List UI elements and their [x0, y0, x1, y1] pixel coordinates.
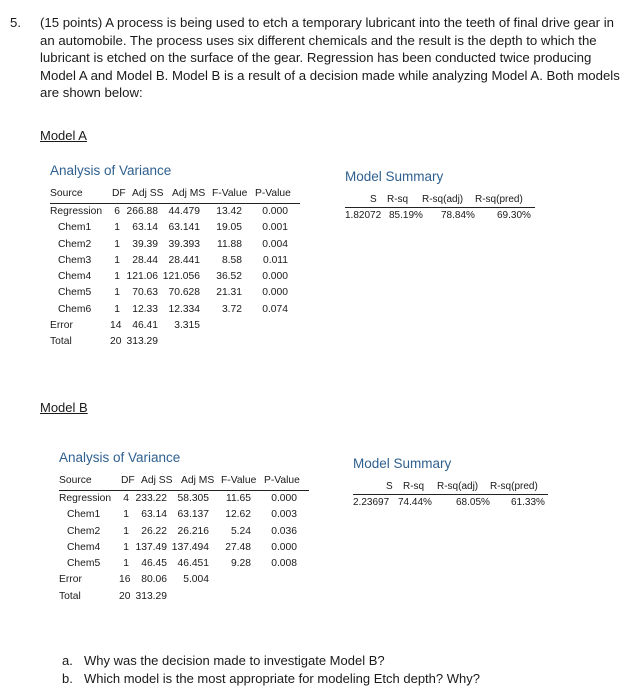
cell-adj-ms: 63.137: [177, 509, 209, 521]
summary-header-rsq-pred: R-sq(pred): [490, 481, 538, 492]
cell-adj-ms: 28.441: [168, 254, 200, 266]
summary-header-rsq: R-sq: [387, 194, 409, 205]
cell-adj-ss: 63.14: [132, 222, 158, 234]
sub-question-text: Which model is the most appropriate for modeling Etch depth? Why?: [84, 671, 480, 686]
header-source: Source: [59, 475, 92, 486]
header-df: DF: [112, 188, 126, 199]
cell-adj-ms: 46.451: [177, 558, 209, 570]
cell-df: 6: [114, 206, 120, 217]
cell-adj-ss: 39.39: [132, 238, 158, 250]
cell-adj-ss: 12.33: [132, 303, 158, 315]
header-p-value: P-Value: [264, 475, 300, 486]
cell-df: 1: [114, 303, 120, 315]
cell-p-value: 0.074: [262, 303, 288, 315]
anova-header-row: [50, 188, 300, 204]
anova-header-row: [59, 475, 309, 491]
summary-header-rsq-adj: R-sq(adj): [437, 481, 479, 492]
cell-adj-ss: 266.88: [126, 206, 158, 217]
model-b-summary-title: Model Summary: [353, 456, 452, 471]
cell-adj-ms: 26.216: [177, 525, 209, 537]
cell-source: Chem4: [58, 271, 92, 283]
cell-f-value: 36.52: [216, 271, 242, 283]
model-b-heading: Model B: [40, 400, 88, 415]
summary-values-row: [345, 210, 535, 224]
model-a-heading: Model A: [40, 128, 87, 143]
cell-source: Chem2: [67, 525, 101, 537]
cell-df: 16: [119, 574, 131, 586]
cell-p-value: 0.008: [271, 558, 297, 570]
cell-adj-ms: 58.305: [177, 493, 209, 504]
cell-adj-ms: 12.334: [168, 303, 200, 315]
cell-source: Total: [59, 590, 81, 602]
summary-values-row: [353, 497, 548, 511]
sub-question-text: Why was the decision made to investigate Model B?: [84, 653, 385, 668]
model-a-anova-table: [50, 163, 300, 353]
cell-adj-ss: 70.63: [132, 287, 158, 299]
summary-header-row: [353, 481, 548, 495]
sub-questions: [62, 652, 480, 688]
cell-p-value: 0.004: [262, 238, 288, 250]
cell-p-value: 0.000: [262, 206, 288, 217]
cell-adj-ss: 46.41: [132, 320, 158, 332]
cell-adj-ms: 121.056: [162, 271, 200, 283]
summary-rsq-adj-value: 78.84%: [441, 210, 475, 221]
cell-source: Chem1: [67, 509, 101, 521]
cell-f-value: 3.72: [221, 303, 242, 315]
summary-rsq-pred-value: 69.30%: [497, 210, 531, 221]
summary-header-rsq-adj: R-sq(adj): [422, 194, 464, 205]
table-row: [50, 304, 300, 320]
cell-adj-ms: 63.141: [168, 222, 200, 234]
cell-adj-ms: 5.004: [183, 574, 209, 586]
cell-f-value: 11.65: [225, 493, 251, 504]
cell-f-value: 5.24: [230, 525, 251, 537]
header-source: Source: [50, 188, 83, 199]
header-p-value: P-Value: [255, 188, 291, 199]
cell-adj-ms: 44.479: [168, 206, 200, 217]
cell-df: 1: [123, 541, 129, 553]
sub-question-label: a.: [62, 653, 73, 668]
summary-s-value: 1.82072: [345, 210, 382, 221]
cell-df: 14: [110, 320, 122, 332]
table-row: [50, 287, 300, 303]
cell-source: Chem1: [58, 222, 92, 234]
cell-p-value: 0.036: [271, 525, 297, 537]
cell-df: 1: [114, 254, 120, 266]
question-block: [10, 14, 625, 102]
cell-df: 20: [110, 336, 122, 348]
cell-df: 1: [114, 271, 120, 283]
cell-p-value: 0.011: [262, 254, 288, 266]
cell-source: Chem4: [67, 541, 101, 553]
cell-adj-ss: 313.29: [126, 336, 158, 348]
cell-adj-ms: 70.628: [168, 287, 200, 299]
table-row: [59, 526, 309, 542]
table-row: [50, 271, 300, 287]
summary-rsq-adj-value: 68.05%: [456, 497, 490, 508]
summary-header-s: S: [370, 194, 377, 205]
model-a-anova-title: Analysis of Variance: [50, 163, 172, 178]
cell-f-value: 19.05: [216, 222, 242, 234]
cell-source: Total: [50, 336, 72, 348]
summary-header-s: S: [386, 481, 393, 492]
model-b-anova-table: [59, 450, 309, 607]
cell-df: 20: [119, 590, 131, 602]
table-row: [59, 574, 309, 590]
sub-question-b: [62, 670, 480, 688]
table-row: [50, 336, 300, 352]
cell-adj-ss: 233.22: [135, 493, 167, 504]
header-adj-ms: Adj MS: [172, 188, 206, 199]
table-row: [50, 320, 300, 336]
cell-source: Chem6: [58, 303, 92, 315]
question-number: 5.: [10, 15, 21, 30]
cell-f-value: 8.58: [221, 254, 242, 266]
table-row: [59, 542, 309, 558]
cell-f-value: 11.88: [216, 238, 242, 250]
question-text: (15 points) A process is being used to etch a temporary lubricant into the teeth of final drive gear in an automobile. The process uses six different chemicals and the result is the depth to which the lubricant is etched on the surface of the gear. Regression has been conducted twice producing Model A and Model B. Model B is a result of a decision made while analyzing Model A. Both models are shown below:: [40, 15, 620, 100]
header-f-value: F-Value: [221, 475, 257, 486]
sub-question-a: [62, 652, 480, 670]
model-b-anova-title: Analysis of Variance: [59, 450, 181, 465]
header-adj-ss: Adj SS: [132, 188, 164, 199]
cell-p-value: 0.000: [271, 493, 297, 504]
table-row: [50, 222, 300, 238]
cell-df: 1: [114, 222, 120, 234]
header-f-value: F-Value: [212, 188, 248, 199]
cell-adj-ss: 28.44: [132, 254, 158, 266]
cell-p-value: 0.000: [271, 541, 297, 553]
cell-adj-ss: 121.06: [126, 271, 158, 283]
cell-source: Regression: [59, 493, 112, 504]
cell-source: Error: [59, 574, 82, 586]
cell-source: Chem2: [58, 238, 92, 250]
table-row: [59, 558, 309, 574]
summary-rsq-pred-value: 61.33%: [511, 497, 545, 508]
cell-adj-ss: 46.45: [141, 558, 167, 570]
cell-df: 1: [123, 558, 129, 570]
cell-source: Regression: [50, 206, 103, 217]
summary-header-row: [345, 194, 535, 208]
cell-df: 1: [114, 238, 120, 250]
cell-p-value: 0.000: [262, 287, 288, 299]
header-df: DF: [121, 475, 135, 486]
cell-adj-ss: 137.49: [135, 541, 167, 553]
table-row: [59, 509, 309, 525]
table-row: [50, 206, 300, 222]
cell-p-value: 0.000: [262, 271, 288, 283]
table-row: [59, 591, 309, 607]
cell-source: Chem5: [67, 558, 101, 570]
summary-rsq-value: 74.44%: [398, 497, 432, 508]
table-row: [50, 239, 300, 255]
cell-f-value: 13.42: [216, 206, 242, 217]
model-a-summary: [345, 169, 535, 224]
cell-p-value: 0.001: [262, 222, 288, 234]
cell-adj-ms: 39.393: [168, 238, 200, 250]
cell-adj-ms: 3.315: [174, 320, 200, 332]
header-adj-ss: Adj SS: [141, 475, 173, 486]
model-a-summary-title: Model Summary: [345, 169, 444, 184]
table-row: [59, 493, 309, 509]
cell-f-value: 27.48: [225, 541, 251, 553]
cell-adj-ms: 137.494: [171, 541, 209, 553]
model-b-summary: [353, 456, 548, 511]
cell-df: 1: [123, 525, 129, 537]
cell-f-value: 21.31: [216, 287, 242, 299]
cell-df: 1: [123, 509, 129, 521]
cell-adj-ss: 63.14: [141, 509, 167, 521]
cell-df: 1: [114, 287, 120, 299]
cell-source: Chem5: [58, 287, 92, 299]
cell-f-value: 12.62: [225, 509, 251, 521]
cell-f-value: 9.28: [230, 558, 251, 570]
cell-source: Error: [50, 320, 73, 332]
summary-s-value: 2.23697: [353, 497, 390, 508]
cell-df: 4: [123, 493, 129, 504]
sub-question-label: b.: [62, 671, 73, 686]
cell-p-value: 0.003: [271, 509, 297, 521]
header-adj-ms: Adj MS: [181, 475, 215, 486]
cell-source: Chem3: [58, 254, 92, 266]
summary-rsq-value: 85.19%: [389, 210, 423, 221]
summary-header-rsq: R-sq: [403, 481, 425, 492]
table-row: [50, 255, 300, 271]
cell-adj-ss: 80.06: [141, 574, 167, 586]
summary-header-rsq-pred: R-sq(pred): [475, 194, 523, 205]
cell-adj-ss: 26.22: [141, 525, 167, 537]
cell-adj-ss: 313.29: [135, 590, 167, 602]
